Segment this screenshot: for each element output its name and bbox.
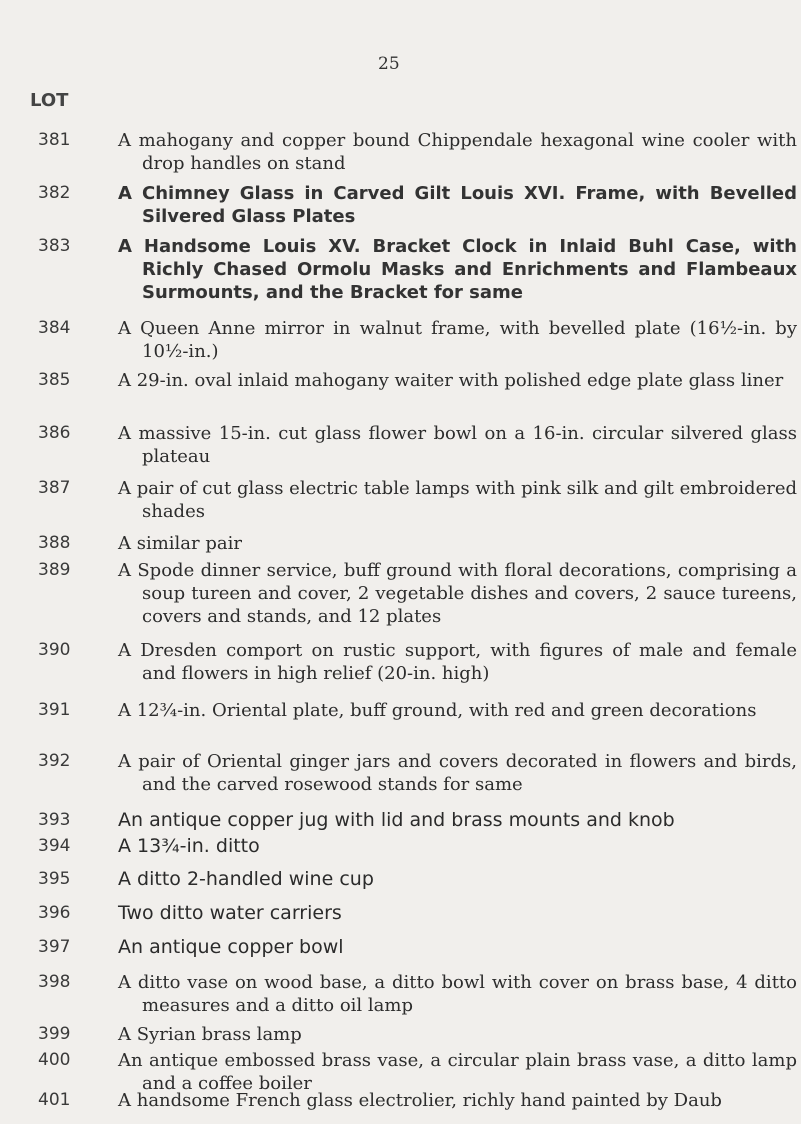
page-number: 25	[378, 54, 400, 74]
lot-description: A mahogany and copper bound Chippendale hexagonal wine cooler with drop handles on stand	[118, 130, 797, 174]
lot-number: 392	[38, 751, 71, 771]
lot-number: 394	[38, 836, 71, 856]
lot-description: An antique embossed brass vase, a circular plain brass vase, a ditto lamp and a coffee boiler	[118, 1050, 797, 1094]
lot-number: 390	[38, 640, 71, 660]
lot-number: 399	[38, 1024, 71, 1044]
lot-description: A handsome French glass electrolier, richly hand painted by Daub	[118, 1090, 722, 1111]
lot-number: 391	[38, 700, 71, 720]
lot-description: A ditto vase on wood base, a ditto bowl with cover on brass base, 4 ditto measures and a ditto oil lamp	[118, 972, 797, 1016]
lot-number: 385	[38, 370, 71, 390]
lot-description: An antique copper jug with lid and brass mounts and knob	[118, 809, 675, 831]
lot-description: A pair of cut glass electric table lamps with pink silk and gilt embroidered shades	[118, 478, 797, 522]
lot-number: 381	[38, 130, 71, 150]
lot-column-header: LOT	[30, 90, 69, 111]
lot-description: A similar pair	[118, 533, 242, 554]
lot-number: 387	[38, 478, 71, 498]
lot-description: A Queen Anne mirror in walnut frame, with bevelled plate (16½-in. by 10½-in.)	[118, 318, 797, 362]
lot-description: A Syrian brass lamp	[118, 1024, 302, 1045]
lot-description: Two ditto water carriers	[118, 902, 342, 924]
lot-number: 388	[38, 533, 71, 553]
lot-number: 384	[38, 318, 71, 338]
lot-description: A ditto 2-handled wine cup	[118, 868, 374, 890]
lot-description: An antique copper bowl	[118, 936, 344, 958]
lot-number: 401	[38, 1090, 71, 1110]
lot-number: 386	[38, 423, 71, 443]
lot-description: A Chimney Glass in Carved Gilt Louis XVI. Frame, with Bevelled Silvered Glass Plates	[118, 183, 797, 227]
lot-description: A 29-in. oval inlaid mahogany waiter with polished edge plate glass liner	[118, 370, 784, 391]
lot-number: 393	[38, 810, 71, 830]
lot-number: 400	[38, 1050, 71, 1070]
lot-description: A 12¾-in. Oriental plate, buff ground, with red and green decorations	[118, 700, 757, 721]
lot-number: 395	[38, 869, 71, 889]
lot-description: A Spode dinner service, buff ground with floral decorations, comprising a soup tureen and cover, 2 vegetable dishes and covers, 2 sauce tureens, covers and stands, and 12 plates	[118, 560, 797, 627]
lot-description: A Dresden comport on rustic support, with figures of male and female and flowers in high relief (20-in. high)	[118, 640, 797, 684]
lot-description: A Handsome Louis XV. Bracket Clock in Inlaid Buhl Case, with Richly Chased Ormolu Masks and Enrichments and Flambeaux Surmounts, and the Bracket for same	[118, 236, 797, 303]
lot-number: 396	[38, 903, 71, 923]
lot-number: 397	[38, 937, 71, 957]
lot-number: 383	[38, 236, 71, 256]
lot-description: A pair of Oriental ginger jars and covers decorated in flowers and birds, and the carved rosewood stands for same	[118, 751, 797, 795]
lot-number: 389	[38, 560, 71, 580]
lot-description: A massive 15-in. cut glass flower bowl on a 16-in. circular silvered glass plateau	[118, 423, 797, 467]
lot-number: 382	[38, 183, 71, 203]
lot-description: A 13¾-in. ditto	[118, 835, 260, 857]
lot-number: 398	[38, 972, 71, 992]
